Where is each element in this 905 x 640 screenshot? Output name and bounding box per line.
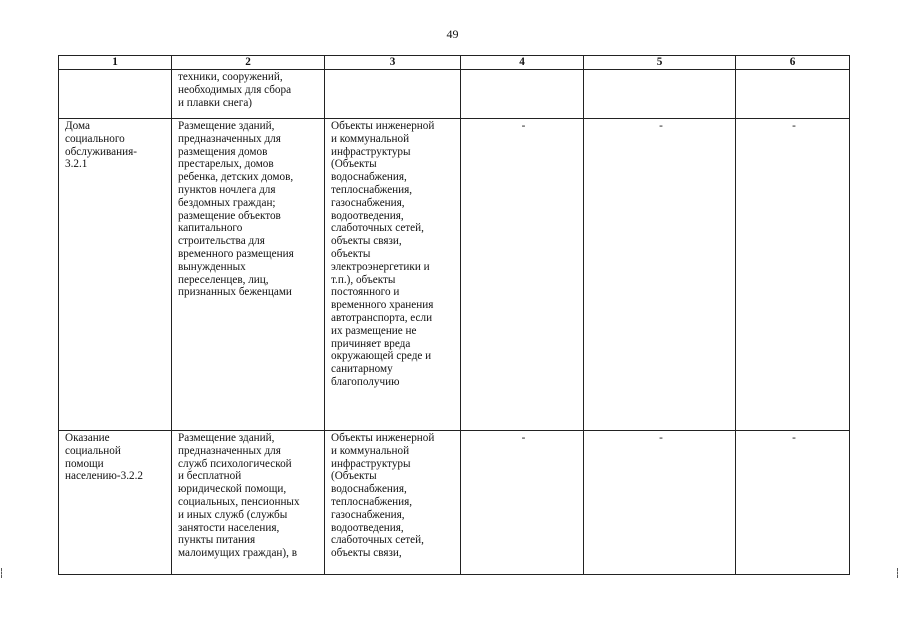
cell-text: Оказание социальной помощи населению-3.2.2	[65, 432, 144, 483]
scan-edge-mark	[897, 568, 903, 578]
table-cell-use-type	[59, 119, 172, 431]
cell-text: -	[792, 120, 796, 132]
column-header-6: 6	[736, 56, 850, 70]
column-header-2: 2	[172, 56, 325, 70]
table-row	[59, 70, 850, 119]
cell-text: Размещение зданий, предназначенных для служб психологической и бесплатной юридической помощи, социальных, пенсионных и иных служб (службы занятости населения, пункты питания малоимущих граждан), в	[178, 432, 300, 560]
table-cell-col5	[584, 431, 736, 575]
page-number: 49	[446, 27, 459, 41]
table-cell-col4	[461, 431, 584, 575]
table-cell-auxiliary-objects	[325, 70, 461, 119]
cell-text: -	[521, 432, 526, 444]
cell-text: -	[659, 432, 663, 444]
cell-text: -	[521, 120, 526, 132]
column-header-1: 1	[59, 56, 172, 70]
table-cell-use-type	[59, 70, 172, 119]
table-cell-description	[172, 431, 325, 575]
table-cell-col6	[736, 431, 850, 575]
cell-text: Объекты инженерной и коммунальной инфраструктуры (Объекты водоснабжения, теплоснабжения, газоснабжения, водоотведения, слаботочных сетей, объекты связи, объекты электроэнергетики и т.п.), объекты постоянного и временного хранения автотранспорта, если их размещение не причиняет вреда окружающей среде и санитарному благополучию	[331, 120, 435, 388]
column-header-4: 4	[461, 56, 584, 70]
table-header-row	[59, 56, 850, 70]
cell-text: Дома социального обслуживания- 3.2.1	[65, 120, 137, 171]
column-header-5: 5	[584, 56, 736, 70]
table-cell-col5	[584, 70, 736, 119]
table-cell-col4	[461, 119, 584, 431]
cell-text: Объекты инженерной и коммунальной инфраструктуры (Объекты водоснабжения, теплоснабжения, газоснабжения, водоотведения, слаботочных сетей, объекты связи,	[331, 432, 435, 560]
table-cell-description	[172, 70, 325, 119]
cell-text: -	[659, 120, 663, 132]
cell-text: -	[792, 432, 796, 444]
table-cell-use-type	[59, 431, 172, 575]
table-cell-col6	[736, 70, 850, 119]
scan-edge-mark	[1, 568, 7, 578]
table-row	[59, 431, 850, 575]
regulations-table	[58, 55, 850, 575]
table-cell-auxiliary-objects	[325, 431, 461, 575]
cell-text: Размещение зданий, предназначенных для размещения домов престарелых, домов ребенка, детских домов, пунктов ночлега для бездомных граждан; размещение объектов капитального строительства для временного размещения вынужденных переселенцев, лиц, признанных беженцами	[178, 120, 294, 299]
column-header-3: 3	[325, 56, 461, 70]
table-cell-col5	[584, 119, 736, 431]
table-cell-description	[172, 119, 325, 431]
table-cell-col6	[736, 119, 850, 431]
table-cell-auxiliary-objects	[325, 119, 461, 431]
cell-text: техники, сооружений, необходимых для сбора и плавки снега)	[178, 71, 292, 109]
table-cell-col4	[461, 70, 584, 119]
table-row	[59, 119, 850, 431]
